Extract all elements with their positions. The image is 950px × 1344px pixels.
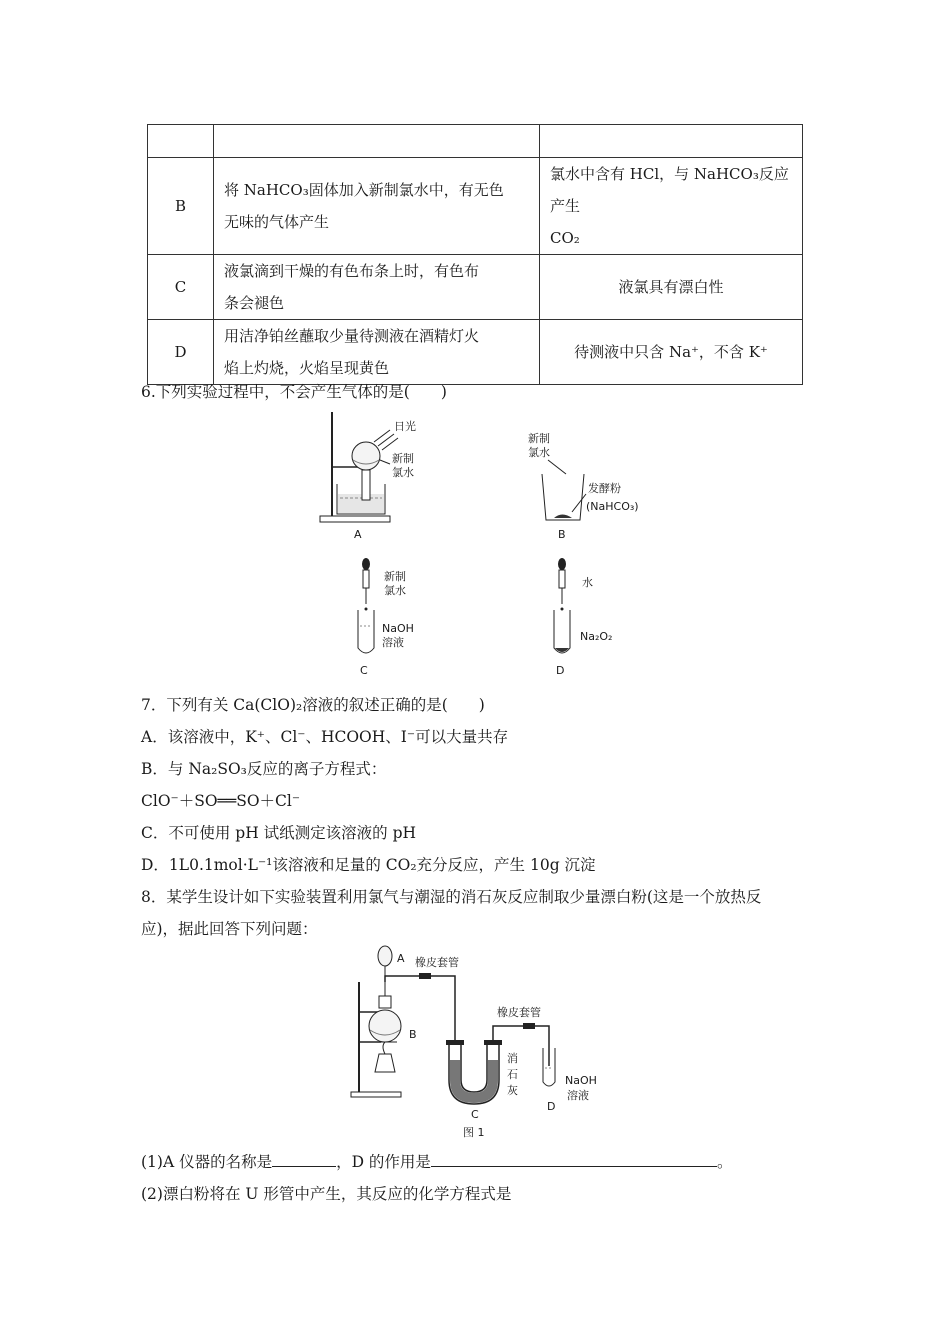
label-chlorine-water: 新制 [384,570,406,583]
label-solution: 溶液 [382,636,404,649]
label-a: A [397,952,405,965]
label-b: B [558,528,566,541]
label-c: C [360,664,368,677]
label-chlorine-water: 新制 [528,432,550,445]
label-solution: 溶液 [567,1089,589,1102]
label-chlorine-water: 氯水 [384,584,406,597]
apparatus-d [554,558,612,677]
label-sunlight: 日光 [394,420,416,433]
question-8-stem: 应)，据此回答下列问题： [141,920,318,938]
label-d: D [556,664,565,677]
sub-question-2: (2)漂白粉将在 U 形管中产生，其反应的化学方程式是 [141,1185,512,1203]
conclusion-cell: 待测液中只含 Na⁺，不含 K⁺ [540,320,803,385]
option-b-equation: ClO⁻＋SO══SO＋Cl⁻ [141,792,301,810]
options-table [147,124,803,385]
answer-blank[interactable] [272,1150,336,1167]
q8-figure [345,942,625,1142]
label-lime: 消 [507,1052,518,1065]
option-label: D [148,320,214,385]
label-naoh: NaOH [382,622,414,635]
question-6-stem: 6.下列实验过程中，不会产生气体的是( ) [141,383,447,401]
apparatus-c [358,558,414,677]
phenomenon-line: 条会褪色 [224,294,285,312]
q1-text-b: ，D 的作用是 [336,1153,431,1171]
u-tube-c [446,1040,518,1121]
phenomenon-line: 焰上灼烧，火焰呈现黄色 [224,359,390,377]
phenomenon-line: 用洁净铂丝蘸取少量待测液在酒精灯火 [224,327,480,345]
phenomenon-line: 无味的气体产生 [224,213,330,231]
label-naoh: NaOH [565,1074,597,1087]
label-baking-powder: 发酵粉 [588,482,621,495]
label-b: B [409,1028,417,1041]
table-cell [214,125,540,158]
figure-caption: 图 1 [463,1126,485,1139]
option-label: C [148,255,214,320]
label-water: 水 [582,576,593,589]
option-a: A．该溶液中，K⁺、Cl⁻、HCOOH、I⁻可以大量共存 [141,728,509,746]
label-rubber-tube: 橡皮套管 [497,1006,541,1019]
label-rubber-tube: 橡皮套管 [415,956,459,969]
table-cell [540,125,803,158]
label-d: D [547,1100,556,1113]
apparatus-ab [351,946,417,1097]
q1-text-end: 。 [716,1153,733,1171]
option-label: B [148,158,214,255]
label-a: A [354,528,362,541]
phenomenon-cell [214,255,540,320]
conclusion-cell: 液氯具有漂白性 [540,255,803,320]
q6-figure [310,412,650,680]
label-lime: 灰 [507,1084,518,1097]
phenomenon-cell [214,158,540,255]
label-chlorine-water: 氯水 [392,466,414,479]
table-row [148,158,803,255]
apparatus-a [320,412,416,541]
apparatus-b [528,431,639,541]
question-7-stem: 7．下列有关 Ca(ClO)₂溶液的叙述正确的是( ) [141,696,485,714]
option-d: D．1L0.1mol·L⁻¹该溶液和足量的 CO₂充分反应，产生 10g 沉淀 [141,856,596,874]
option-c: C．不可使用 pH 试纸测定该溶液的 pH [141,824,417,842]
label-chlorine-water: 氯水 [528,446,550,459]
question-8-stem: 8．某学生设计如下实验装置利用氯气与潮湿的消石灰反应制取少量漂白粉(这是一个放热反 [141,888,762,906]
conclusion-cell [540,158,803,255]
gas-pipes [385,955,549,1066]
label-na2o2: Na₂O₂ [580,630,613,643]
test-tube-d [543,1048,597,1113]
label-lime: 石 [507,1068,518,1081]
table-row [148,320,803,385]
label-chlorine-water: 新制 [392,452,414,465]
label-c: C [471,1108,479,1121]
answer-blank[interactable] [431,1150,717,1167]
table-row [148,125,803,158]
option-b: B．与 Na₂SO₃反应的离子方程式： [141,760,387,778]
conclusion-line: 氯水中含有 HCl，与 NaHCO₃反应产生 [550,165,789,215]
sub-question-1 [141,1150,732,1172]
q1-text-a: (1)A 仪器的名称是 [141,1153,273,1171]
phenomenon-line: 液氯滴到干燥的有色布条上时，有色布 [224,262,480,280]
phenomenon-line: 将 NaHCO₃固体加入新制氯水中，有无色 [224,181,504,199]
conclusion-line: CO₂ [550,229,580,247]
table-cell [148,125,214,158]
phenomenon-cell [214,320,540,385]
table-row [148,255,803,320]
label-nahco3: (NaHCO₃) [586,500,639,513]
